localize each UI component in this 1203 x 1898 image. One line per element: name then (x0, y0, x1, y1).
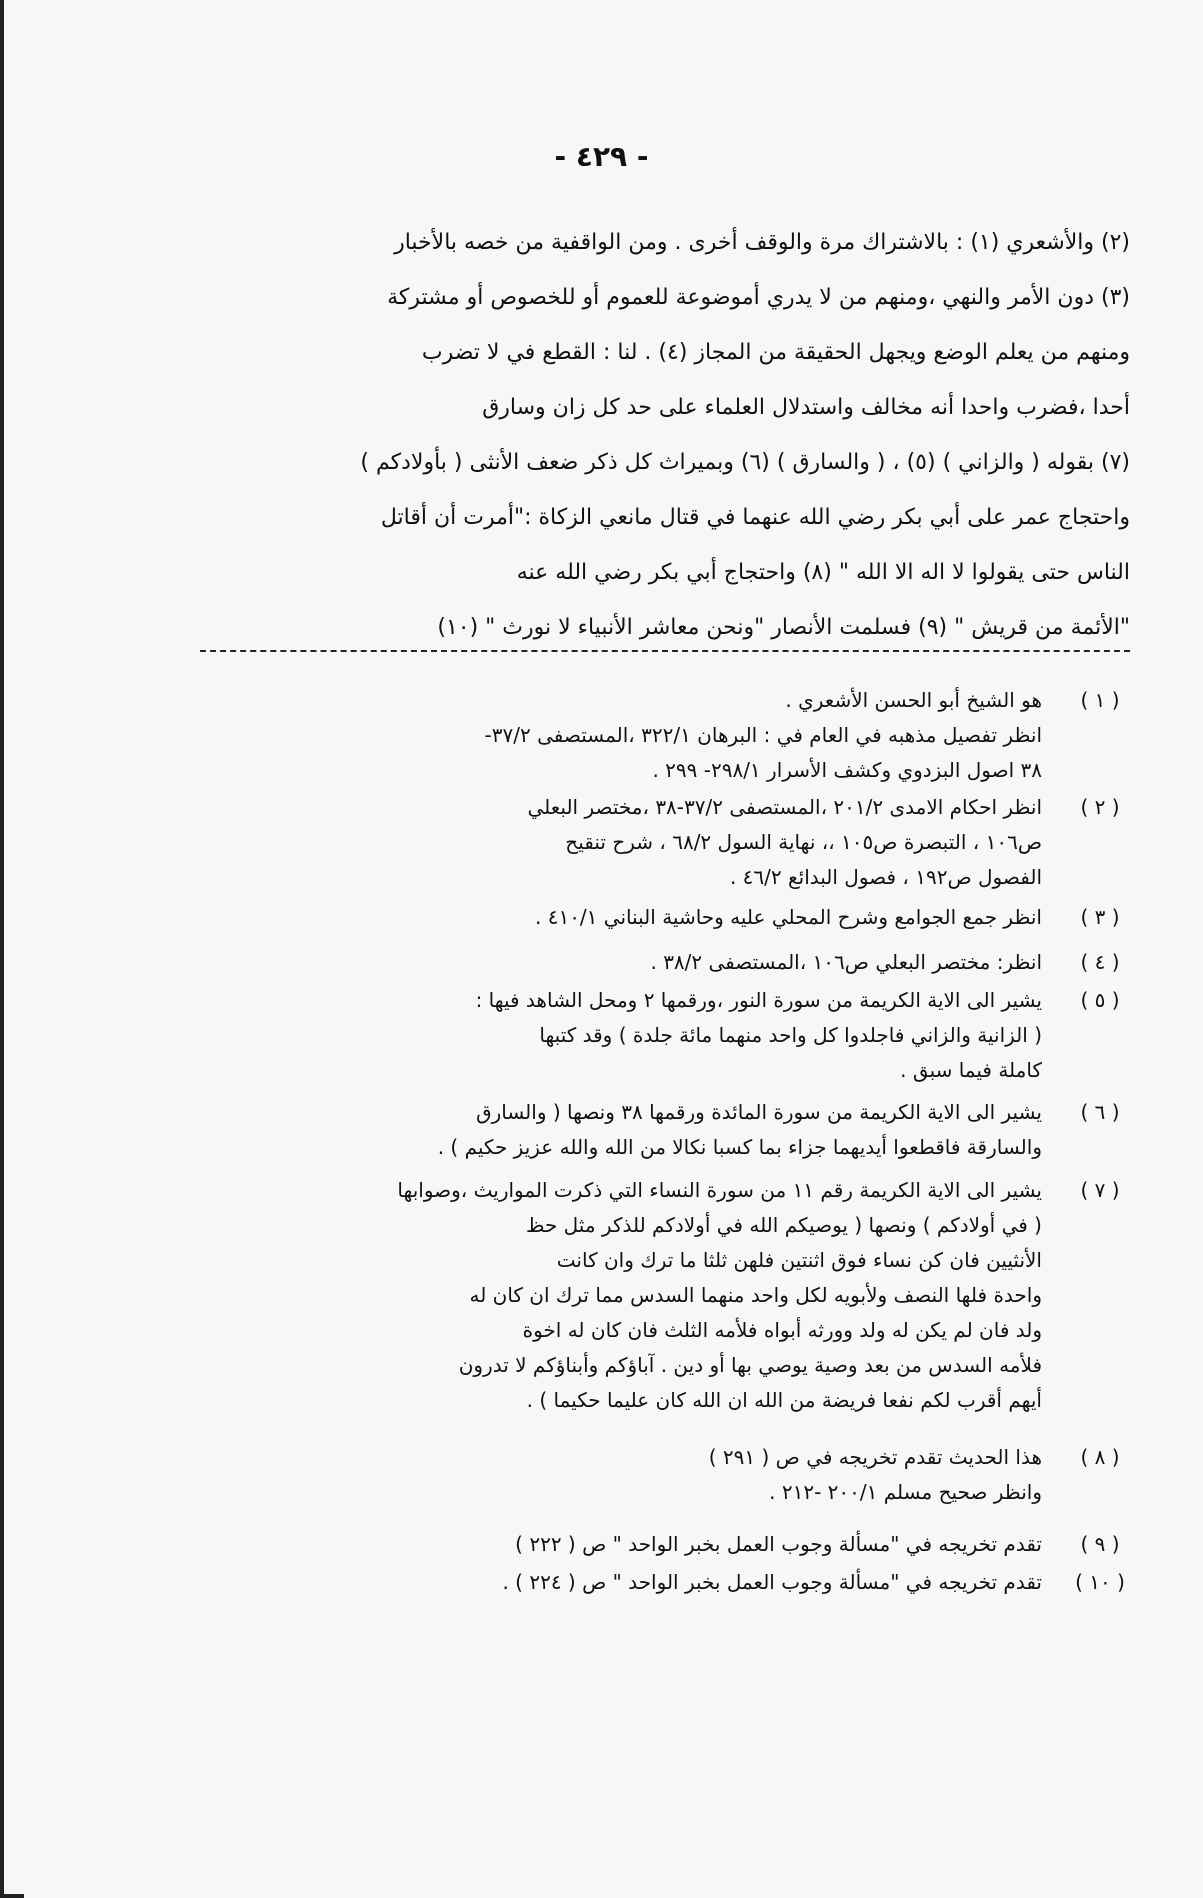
footnote-line: هو الشيخ أبو الحسن الأشعري . (785, 688, 1042, 712)
footnote-line: يشير الى الاية الكريمة من سورة المائدة ورقمها ٣٨ ونصها ( والسارق (476, 1100, 1042, 1124)
footnote-7 (140, 1173, 1130, 1418)
footnote-10 (140, 1565, 1130, 1600)
footnote-8 (140, 1440, 1130, 1510)
footnote-line: انظر تفصيل مذهبه في العام في : البرهان ٣٢٢/١ ،المستصفى ٣٧/٢- (484, 723, 1042, 747)
main-text-line: الناس حتى يقولوا لا اله الا الله " (٨) واحتجاج أبي بكر رضي الله عنه (516, 560, 1130, 585)
footnote-line: ص١٠٦ ، التبصرة ص١٠٥ ،، نهاية السول ٦٨/٢ ، شرح تنقيح (565, 830, 1042, 854)
footnote-line: أيهم أقرب لكم نفعا فريضة من الله ان الله كان عليما حكيما ) . (526, 1388, 1042, 1412)
footnote-1 (140, 683, 1130, 788)
footnote-number: ( ٤ ) (1080, 950, 1120, 974)
footnote-line: تقدم تخريجه في "مسألة وجوب العمل بخبر الواحد " ص ( ٢٢٢ ) (515, 1532, 1042, 1556)
main-text-line: واحتجاج عمر على أبي بكر رضي الله عنهما في قتال مانعي الزكاة :"أمرت أن أقاتل (380, 505, 1130, 530)
footnote-number: ( ١ ) (1080, 688, 1120, 712)
footnote-number: ( ٣ ) (1080, 905, 1120, 929)
footnote-line: الأنثيين فان كن نساء فوق اثنتين فلهن ثلثا ما ترك وان كانت (556, 1248, 1042, 1272)
footnote-divider (200, 650, 1130, 652)
footnote-number: ( ٢ ) (1080, 795, 1120, 819)
footnote-line: يشير الى الاية الكريمة رقم ١١ من سورة النساء التي ذكرت المواريث ،وصوابها (397, 1178, 1042, 1202)
footnote-line: الفصول ص١٩٢ ، فصول البدائع ٤٦/٢ . (729, 865, 1042, 889)
footnote-line: انظر احكام الامدى ٢٠١/٢ ،المستصفى ٣٧/٢-٣٨ ،مختصر البعلي (527, 795, 1042, 819)
footnote-5 (140, 983, 1130, 1088)
footnote-3 (140, 900, 1130, 935)
main-text-line: (٢) والأشعري (١) : بالاشتراك مرة والوقف أخرى . ومن الواقفية من خصه بالأخبار (394, 230, 1130, 255)
main-text-line: (٧) بقوله ( والزاني ) (٥) ، ( والسارق ) (٦) وبميراث كل ذكر ضعف الأنثى ( بأولادكم ) (360, 450, 1130, 475)
footnote-number: ( ١٠ ) (1075, 1570, 1125, 1594)
footnote-line: انظر: مختصر البعلي ص١٠٦ ،المستصفى ٣٨/٢ . (650, 950, 1042, 974)
scan-left-edge (0, 0, 4, 1898)
footnote-number: ( ٥ ) (1080, 988, 1120, 1012)
footnote-line: تقدم تخريجه في "مسألة وجوب العمل بخبر الواحد " ص ( ٢٢٤ ) . (502, 1570, 1042, 1594)
main-text (180, 215, 1130, 655)
footnote-4 (140, 945, 1130, 980)
page-number: - ٤٢٩ - (554, 140, 649, 173)
footnote-2 (140, 790, 1130, 895)
main-text-line: أحدا ،فضرب واحدا أنه مخالف واستدلال العلماء على حد كل زان وسارق (482, 395, 1130, 420)
footnote-number: ( ٧ ) (1080, 1178, 1120, 1202)
footnote-number: ( ٨ ) (1080, 1445, 1120, 1469)
scan-bottom-edge (0, 1894, 24, 1898)
main-text-line: (٣) دون الأمر والنهي ،ومنهم من لا يدري أموضوعة للعموم أو للخصوص أو مشتركة (387, 285, 1130, 310)
footnote-line: وانظر صحيح مسلم ٢٠٠/١ -٢١٢ . (769, 1480, 1042, 1504)
footnote-number: ( ٦ ) (1080, 1100, 1120, 1124)
footnote-line: فلأمه السدس من بعد وصية يوصي بها أو دين . آباؤكم وأبناؤكم لا تدرون (458, 1353, 1042, 1377)
footnote-9 (140, 1527, 1130, 1562)
footnote-line: يشير الى الاية الكريمة من سورة النور ،ورقمها ٢ ومحل الشاهد فيها : (475, 988, 1042, 1012)
footnote-line: ٣٨ اصول البزدوي وكشف الأسرار ٢٩٨/١- ٢٩٩ . (652, 758, 1042, 782)
footnote-line: انظر جمع الجوامع وشرح المحلي عليه وحاشية البناني ٤١٠/١ . (534, 905, 1042, 929)
footnote-line: كاملة فيما سبق . (900, 1058, 1042, 1082)
footnote-line: والسارقة فاقطعوا أيديهما جزاء بما كسبا نكالا من الله والله عزيز حكيم ) . (437, 1135, 1042, 1159)
footnote-number: ( ٩ ) (1080, 1532, 1120, 1556)
footnote-line: ولد فان لم يكن له ولد وورثه أبواه فلأمه الثلث فان كان له اخوة (522, 1318, 1042, 1342)
footnote-line: ( الزانية والزاني فاجلدوا كل واحد منهما مائة جلدة ) وقد كتبها (539, 1023, 1042, 1047)
footnote-line: هذا الحديث تقدم تخريجه في ص ( ٢٩١ ) (708, 1445, 1042, 1469)
main-text-line: "الأئمة من قريش " (٩) فسلمت الأنصار "ونحن معاشر الأنبياء لا نورث " (١٠) (437, 615, 1130, 640)
main-text-line: ومنهم من يعلم الوضع ويجهل الحقيقة من المجاز (٤) . لنا : القطع في لا تضرب (421, 340, 1130, 365)
footnote-6 (140, 1095, 1130, 1165)
footnote-line: واحدة فلها النصف ولأبويه لكل واحد منهما السدس مما ترك ان كان له (469, 1283, 1042, 1307)
footnote-line: ( في أولادكم ) ونصها ( يوصيكم الله في أولادكم للذكر مثل حظ (525, 1213, 1042, 1237)
